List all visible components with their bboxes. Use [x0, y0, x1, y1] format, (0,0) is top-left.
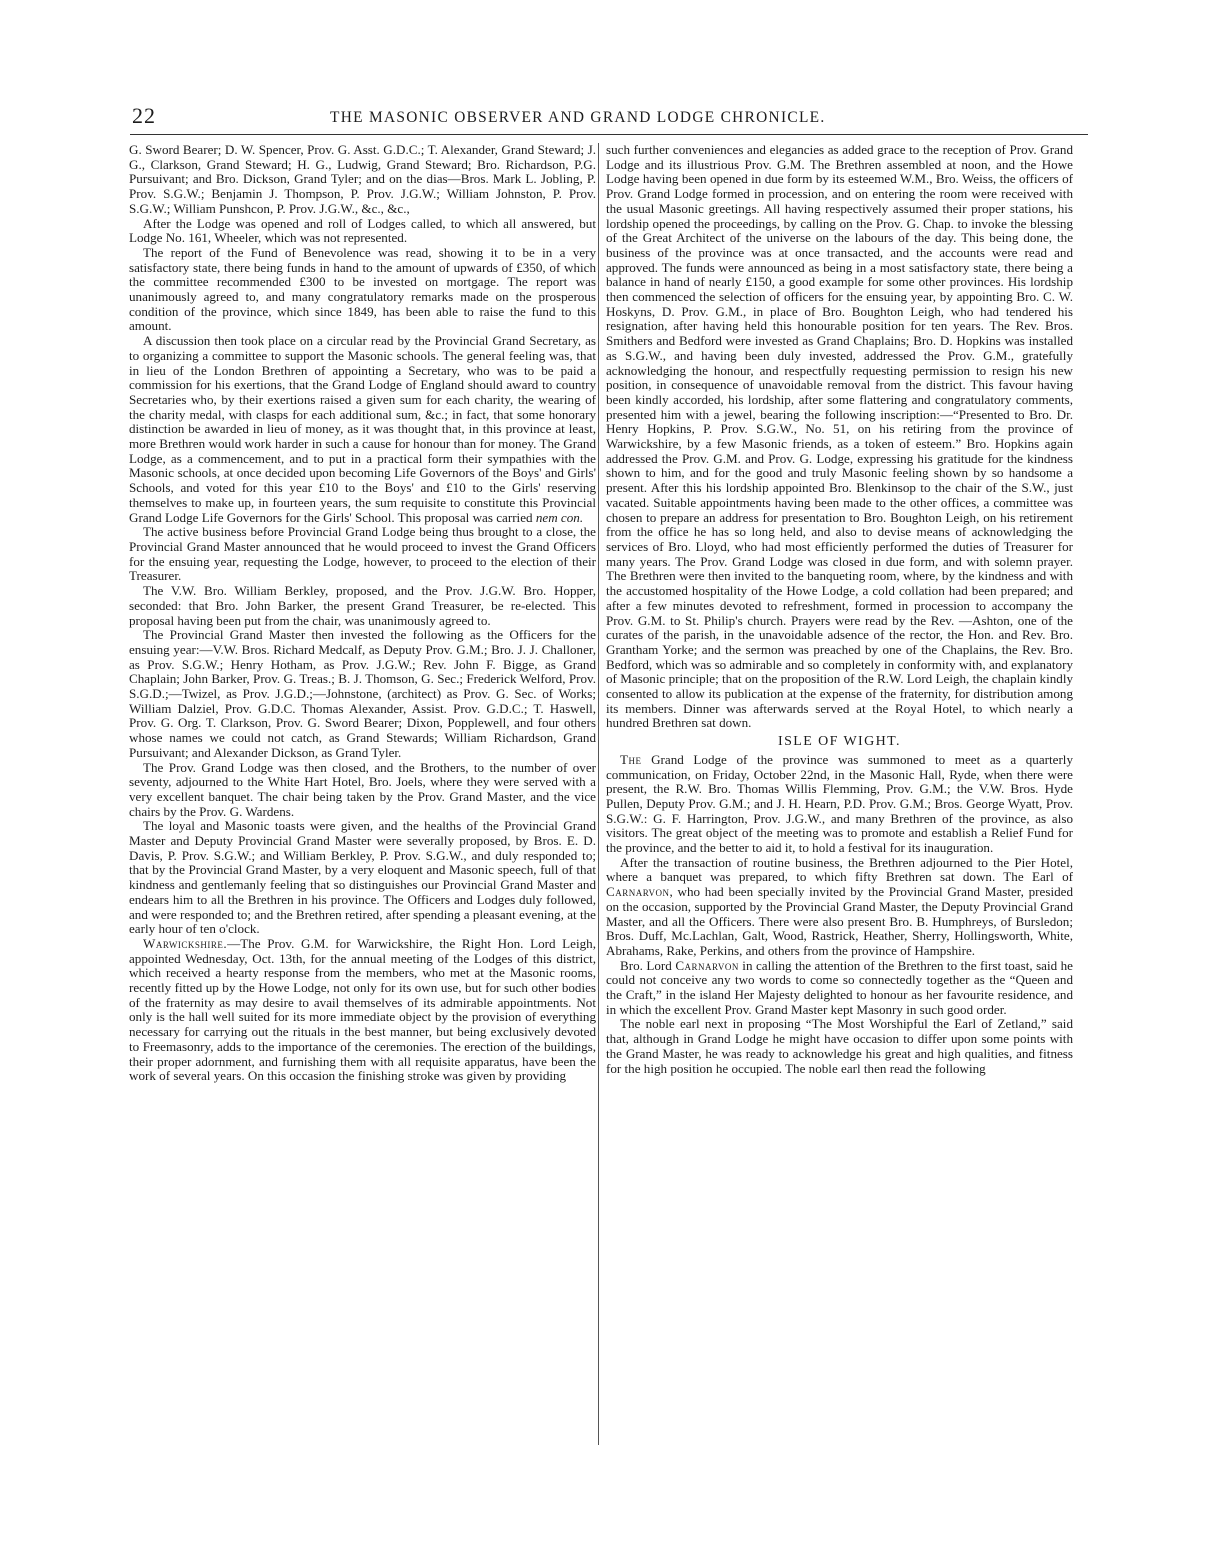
paragraph: The Prov. Grand Lodge was then closed, and the Brothers, to the number of over seventy, adjourned to the White Hart Hotel, Bro. Joels, where they were served with a very excellent banquet. The chair being taken by the Prov. Grand Master, and the vice chairs by the Prov. G. Wardens. — [129, 759, 596, 819]
paragraph: The loyal and Masonic toasts were given, and the healths of the Provincial Grand Master and Deputy Provincial Grand Master were severally proposed, by Bros. E. D. Davis, P. Prov. S.G.W.; and William Berkley, P. Prov. S.G.W., and duly responded to; that by the Provincial Grand Master, by a very eloquent and Masonic speech, full of that kindness and gentlemanly feeling that so distinguishes our Provincial Grand Master and endears him to all the Brethren in his province. The Officers and Lodges duly followed, and were responded to; and the Brethren retired, after spending a pleasant evening, at the early hour of ten o'clock. — [129, 818, 596, 937]
name-smallcaps: Carnarvon — [675, 957, 739, 973]
running-title: THE MASONIC OBSERVER AND GRAND LODGE CHRONICLE. — [330, 109, 826, 126]
paragraph-text: Bro. Lord — [620, 957, 672, 973]
paragraph-text: A discussion then took place on a circular read by the Provincial Grand Secretary, as to organizing a committee to support the Masonic schools. The general feeling was, that in lieu of the London Brethren of appointing a Secretary, who was to be paid a commission for his exertions, that the Grand Lodge of England should award to country Secretaries who, by their exertions raised a given sum for each charity, the wearing of the charity medal, with clasps for each additional sum, &c.; in fact, that some honorary distinction be awarded in lieu of money, as it was thought that, in this province at least, more Brethren would work harder in such a cause for honour than for money. The Grand Lodge, as a commencement, and to put in a practical form their sympathies with the Masonic schools, at once decided upon becoming Life Governors of the Boys' and Girls' Schools, and voted for this year £10 to the Boys' and £10 to the Girls' reserving themselves to make up, in fourteen years, the sum requisite to constitute this Provincial Grand Lodge Life Governors for the Girls' School. This proposal was carried — [129, 333, 596, 525]
paragraph-text: Grand Lodge of the province was summoned to meet as a quarterly communication, on Friday, October 22nd, in the Masonic Hall, Ryde, when there were present, the R.W. Bro. Thomas Willis Flemming, Prov. G.M.; the V.W. Bros. Hyde Pullen, Deputy Prov. G.M.; and J. H. Hearn, P.D. Prov. G.M.; Bros. George Wyatt, Prov. S.G.W.: G. F. Harrington, Prov. J.G.W., and many Brethren of the province, as also visitors. The great object of the meeting was to promote and establish a Relief Fund for the province, and the better to aid it, to hold a festival for its inauguration. — [606, 751, 1073, 856]
paragraph-text: —The Prov. G.M. for Warwickshire, the Right Hon. Lord Leigh, appointed Wednesday, Oct. 13th, for the annual meeting of the Lodges of this district, which received a hearty response from the members, who met at the Masonic rooms, recently fitted up by the Howe Lodge, not only for its own use, but for such other bodies of the fraternity as may desire to avail themselves of its admirable appointments. Not only is the hall well suited for its more immediate object by the provision of everything necessary for carrying out the rituals in the best manner, but being exclusively devoted to Freemasonry, adds to the importance of the ceremonies. The erection of the buildings, their proper adornment, and furnishing them with all requisite apparatus, have been the work of several years. On this occasion the finishing stroke was given by providing — [129, 935, 596, 1084]
paragraph: The V.W. Bro. William Berkley, proposed, and the Prov. J.G.W. Bro. Hopper, seconded: that Bro. John Barker, the present Grand Treasurer, be re-elected. This proposal having been put from the chair, was unanimously agreed to. — [129, 583, 596, 628]
paragraph-text: After the transaction of routine business, the Brethren adjourned to the Pier Hotel, where a banquet was prepared, to which fifty Brethren sat down. The Earl of — [606, 854, 1073, 885]
paragraph — [129, 334, 596, 525]
italic-phrase: nem con. — [535, 509, 584, 525]
paragraph: After the Lodge was opened and roll of Lodges called, to which all answered, but Lodge No. 161, Wheeler, which was not represented. — [129, 215, 596, 246]
paragraph: The noble earl next in proposing “The Most Worshipful the Earl of Zetland,” said that, although in Grand Lodge he might have occasion to differ upon some points with the Grand Master, he was ready to acknowledge his great and high qualities, and fitness for the high position he occupied. The noble earl then read the following — [606, 1016, 1073, 1076]
page-header — [130, 103, 1090, 133]
paragraph: G. Sword Bearer; D. W. Spencer, Prov. G. Asst. G.D.C.; T. Alexander, Grand Steward; J. G., Clarkson, Grand Steward; H. G., Ludwig, Grand Steward; Bro. Richardson, P.G. Pursuivant; and Bro. Dickson, Grand Tyler; and on the dias—Bros. Mark L. Jobling, P. Prov. S.G.W.; Benjamin J. Thompson, P. Prov. J.G.W.; William Johnston, P. Prov. S.G.W.; William Punshcon, P. Prov. J.G.W., &c., &c., — [129, 143, 596, 216]
section-lead: The — [620, 751, 642, 767]
section-lead: Warwickshire. — [143, 935, 228, 951]
paragraph: The active business before Provincial Grand Lodge being thus brought to a close, the Provincial Grand Master announced that he would proceed to invest the Grand Officers for the ensuing year, requesting the Lodge, however, to proceed to the election of their Treasurer. — [129, 524, 596, 584]
paragraph-text: , who had been specially invited by the Provincial Grand Master, presided on the occasion, supported by the Provincial Grand Master, the Deputy Provincial Grand Master, and all the Officers. There were also present Bro. B. Humphreys, of Bursledon; Bros. Duff, Mc.Lachlan, Galt, Wood, Rastrick, Heather, Sherry, Hollingsworth, White, Abrahams, Rake, Perkins, and others from the province of Hampshire. — [606, 884, 1073, 958]
name-smallcaps: Carnarvon — [606, 884, 670, 900]
page-number: 22 — [132, 103, 156, 128]
paragraph — [606, 856, 1073, 959]
paragraph: such further conveniences and elegancies as added grace to the reception of Prov. Grand Lodge and its illustrious Prov. G.M. The Brethren assembled at noon, and the Howe Lodge having been opened in due form by its esteemed W.M., Bro. Weiss, the officers of Prov. Grand Lodge formed in procession, and on entering the room were received with the usual Masonic greetings. All having respectively assumed their proper stations, his lordship opened the proceedings, by calling on the Prov. G. Chap. to invoke the blessing of the Great Architect of the universe on the labours of the day. This being done, the business of the province was at once transacted, and the accounts were read and approved. The funds were announced as being in a most satisfactory state, there being a balance in hand of nearly £150, a good example for some other provinces. His lordship then commenced the selection of officers for the ensuing year, by appointing Bro. C. W. Hoskyns, D. Prov. G.M., in place of Bro. Boughton Leigh, who had tendered his resignation, after having held this honourable position for ten years. The Rev. Bros. Smithers and Bedford were invested as Grand Chaplains; Bro. D. Hopkins was installed as S.G.W., and having been duly invested, addressed the Prov. G.M., gratefully acknowledging the honour, and respectfully requesting permission to resign his new position, in consequence of unavoidable removal from the district. This favour having been kindly accorded, his lordship, after some flattering and congratulatory comments, presented him with a jewel, bearing the following inscription:—“Presented to Bro. Dr. Henry Hopkins, P. Prov. S.G.W., No. 51, on his retiring from the province of Warwickshire, by a few Masonic friends, as a token of esteem.” Bro. Hopkins again addressed the Prov. G.M. and Prov. G. Lodge, expressing his gratitude for the kindness shown to him, and for the good and truly Masonic feeling shown by so handsome a present. After this his lordship appointed Bro. Blenkinsop to the chair of the S.W., just vacated. Suitable appointments having been made to the other offices, a committee was chosen to prepare an address for presentation to Bro. Boughton Leigh, on his retirement from the office he has so long held, and also to devise means of acknowledging the services of Bro. Lloyd, who had most efficiently performed the duties of Treasurer for many years. The Prov. Grand Lodge was closed in due form, and with solemn prayer. The Brethren were then invited to the banqueting room, where, by the kindness and with the accustomed hospitality of the Howe Lodge, a cold collation had been prepared; and after a few minutes devoted to refreshment, formed in procession to accompany the Prov. G.M. to St. Philip's church. Prayers were read by the Rev. —Ashton, one of the curates of the parish, in the unavoidable adsence of the rector, the Hon. and Rev. Bro. Grantham Yorke; and the sermon was preached by one of the Chaplains, the Rev. Bro. Bedford, which was so admirable and so completely in conformity with, and explanatory of Masonic principle; that on the proposition of the R.W. Lord Leigh, the chaplain kindly consented to allow its publication at the expense of the fraternity, for distribution among its members. Dinner was afterwards served at the Royal Hotel, to which nearly a hundred Brethren sat down. — [606, 143, 1073, 731]
right-column — [606, 143, 1073, 1453]
paragraph — [606, 959, 1073, 1018]
left-column — [129, 143, 596, 1453]
column-divider — [598, 143, 599, 1445]
paragraph — [129, 937, 596, 1084]
paragraph: The Provincial Grand Master then invested the following as the Officers for the ensuing year:—V.W. Bros. Richard Medcalf, as Deputy Prov. G.M.; Bro. J. J. Challoner, as Prov. S.G.W.; Henry Hotham, as Prov. J.G.W.; Rev. John F. Bigge, as Grand Chaplain; John Barker, Prov. G. Treas.; B. J. Thomson, G. Sec.; Frederick Welford, Prov. S.G.D.;—Twizel, as Prov. J.G.D.;—Johnstone, (architect) as Prov. G. Sec. of Works; William Dalziel, Prov. G.D.C. Thomas Alexander, Assist. Prov. G.D.C.; T. Haswell, Prov. G. Org. T. Clarkson, Prov. G. Sword Bearer; Dixon, Popplewell, and four others whose names we could not catch, as Grand Stewards; William Richardson, Grand Pursuivant; and Alexander Dickson, as Grand Tyler. — [129, 627, 596, 760]
paragraph — [606, 753, 1073, 856]
paragraph-text: in calling the attention of the Brethren to the first toast, said he could not conceive any two words to come so connectedly together as the “Queen and the Craft,” in the island Her Majesty delighted to honour as her favourite residence, and in which the excellent Prov. Grand Master kept Masonry in such good order. — [606, 957, 1073, 1017]
header-rule — [130, 134, 1088, 135]
section-heading: ISLE OF WIGHT. — [778, 734, 901, 750]
paragraph: The report of the Fund of Benevolence was read, showing it to be in a very satisfactory state, there being funds in hand to the amount of upwards of £350, of which the committee recommended £300 to be invested on mortgage. The report was unanimously agreed to, and many congratulatory remarks made on the prosperous condition of the province, which since 1849, has been able to raise the fund to this amount. — [129, 244, 596, 334]
